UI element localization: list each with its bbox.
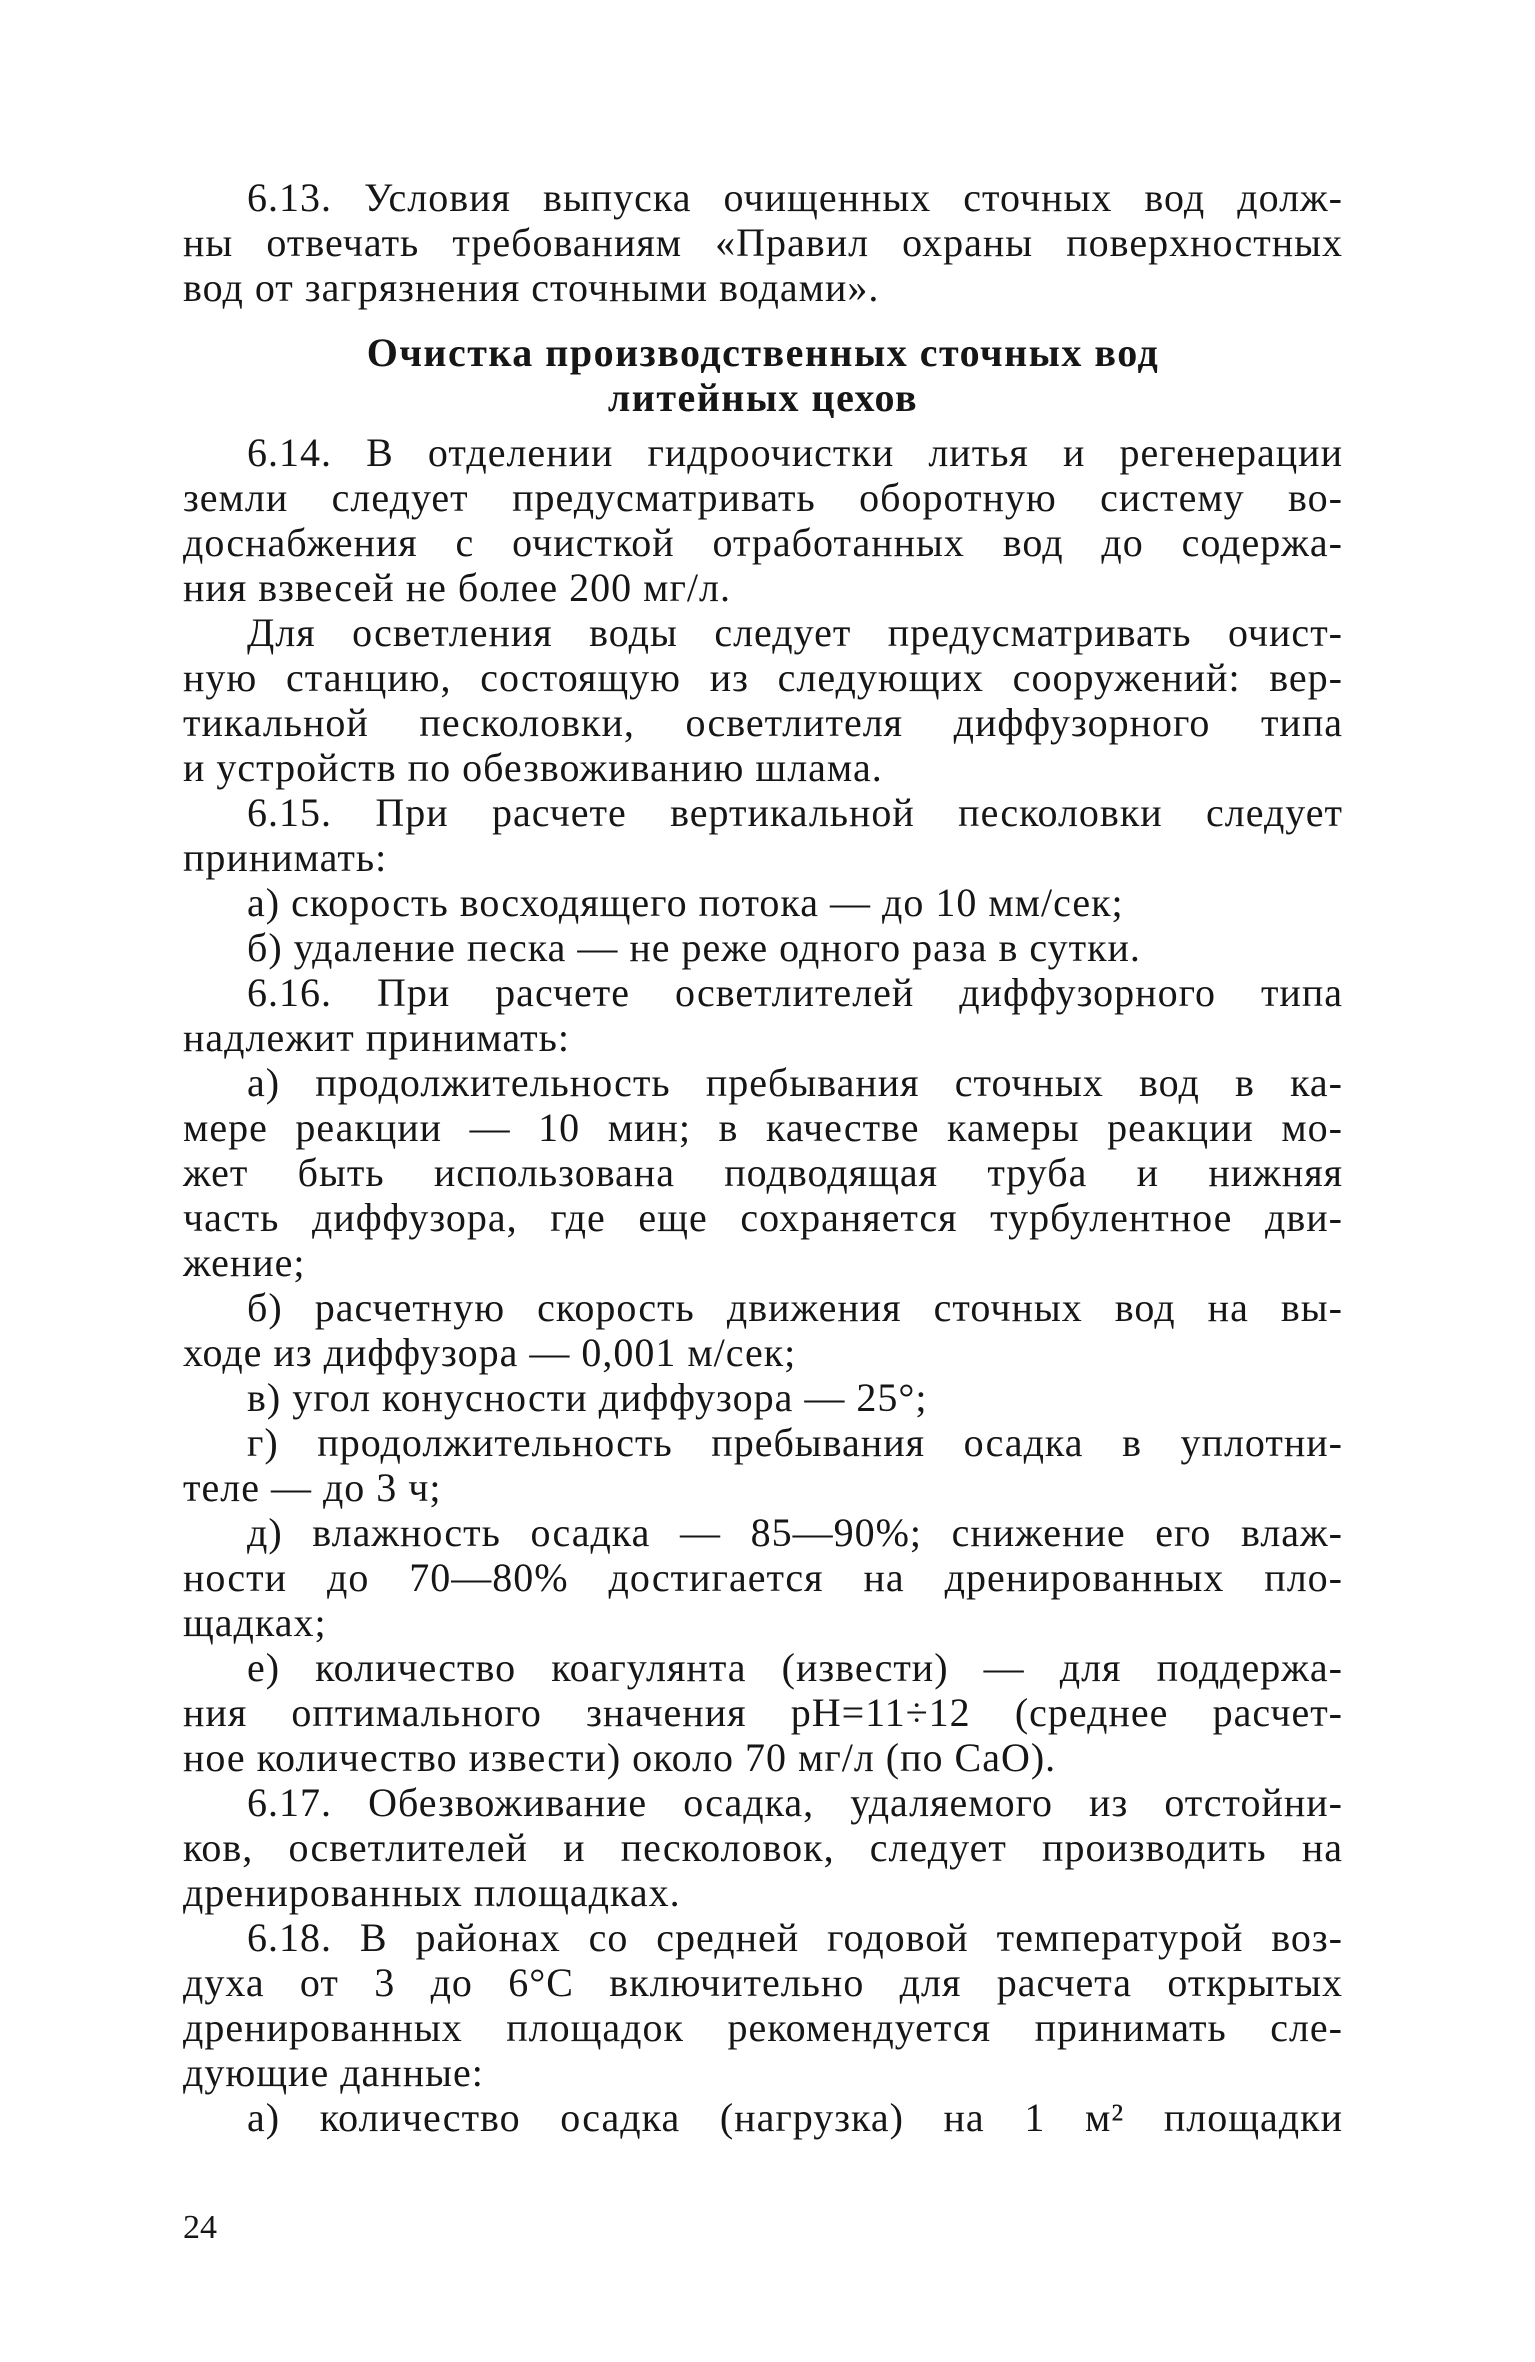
text-line: теле — до 3 ч; — [183, 1465, 442, 1510]
text-line: тикальной песколовки, осветлителя диффузорного типа — [183, 700, 1343, 745]
heading-line: литейных цехов — [607, 375, 919, 420]
text-line: 6.18. В районах со средней годовой температурой воз- — [247, 1915, 1343, 1960]
text-line: Для осветления воды следует предусматривать очист- — [247, 610, 1343, 655]
text-line: и устройств по обезвоживанию шлама. — [183, 745, 883, 790]
text-line: ности до 70—80% достигается на дренированных пло- — [183, 1555, 1343, 1600]
paragraph-6-13 — [183, 175, 1343, 310]
text-line: б) удаление песка — не реже одного раза в сутки. — [247, 925, 1141, 970]
text-line: жет быть использована подводящая труба и нижняя — [183, 1150, 1343, 1195]
section-heading — [183, 330, 1343, 420]
paragraph-6-16 — [183, 970, 1343, 1060]
text-line: земли следует предусматривать оборотную систему во- — [183, 475, 1343, 520]
list-item-6-16-d — [183, 1510, 1343, 1645]
text-line: дренированных площадках. — [183, 1870, 681, 1915]
text-line: 6.13. Условия выпуска очищенных сточных вод долж- — [247, 175, 1343, 220]
paragraph-6-14 — [183, 430, 1343, 610]
text-line: мере реакции — 10 мин; в качестве камеры реакции мо- — [183, 1105, 1343, 1150]
list-item-6-16-b — [183, 1285, 1343, 1375]
heading-line: Очистка производственных сточных вод — [366, 330, 1160, 375]
text-line: жение; — [183, 1240, 306, 1285]
text-line: а) продолжительность пребывания сточных вод в ка- — [247, 1060, 1343, 1105]
text-line: вод от загрязнения сточными водами». — [183, 265, 880, 310]
text-line: доснабжения с очисткой отработанных вод до содержа- — [183, 520, 1343, 565]
list-item-6-16-a — [183, 1060, 1343, 1285]
text-line: дренированных площадок рекомендуется принимать сле- — [183, 2005, 1343, 2050]
list-item-6-16-v — [183, 1375, 1343, 1420]
list-item-6-18-a — [183, 2095, 1343, 2140]
text-line: б) расчетную скорость движения сточных вод на вы- — [247, 1285, 1343, 1330]
paragraph-6-17 — [183, 1780, 1343, 1915]
text-line: ков, осветлителей и песколовок, следует производить на — [183, 1825, 1343, 1870]
text-line: щадках; — [183, 1600, 327, 1645]
text-line: ходе из диффузора — 0,001 м/сек; — [183, 1330, 797, 1375]
list-item-6-16-e — [183, 1645, 1343, 1780]
text-line: ния взвесей не более 200 мг/л. — [183, 565, 731, 610]
paragraph-6-18 — [183, 1915, 1343, 2095]
text-line: 6.15. При расчете вертикальной песколовки следует — [247, 790, 1343, 835]
text-line: часть диффузора, где еще сохраняется турбулентное дви- — [183, 1195, 1343, 1240]
text-line: е) количество коагулянта (извести) — для поддержа- — [247, 1645, 1343, 1690]
text-line: 6.17. Обезвоживание осадка, удаляемого из отстойни- — [247, 1780, 1343, 1825]
text-line: а) количество осадка (нагрузка) на 1 м² площадки — [247, 2095, 1343, 2140]
text-line: дующие данные: — [183, 2050, 484, 2095]
text-line: ны отвечать требованиям «Правил охраны поверхностных — [183, 220, 1343, 265]
text-line: ния оптимального значения рН=11÷12 (среднее расчет- — [183, 1690, 1343, 1735]
paragraph-clarification — [183, 610, 1343, 790]
text-line: духа от 3 до 6°С включительно для расчета открытых — [183, 1960, 1343, 2005]
text-line: 6.16. При расчете осветлителей диффузорного типа — [247, 970, 1343, 1015]
text-line: принимать: — [183, 835, 388, 880]
text-line: ное количество извести) около 70 мг/л (по СаО). — [183, 1735, 1057, 1780]
text-line: д) влажность осадка — 85—90%; снижение его влаж- — [247, 1510, 1343, 1555]
text-line: в) угол конусности диффузора — 25°; — [247, 1375, 928, 1420]
page-number: 24 — [183, 2209, 217, 2246]
text-line: а) скорость восходящего потока — до 10 мм/сек; — [247, 880, 1124, 925]
text-line: г) продолжительность пребывания осадка в уплотни- — [247, 1420, 1343, 1465]
document-page — [183, 175, 1343, 2140]
list-item-6-15-b — [183, 925, 1343, 970]
list-item-6-15-a — [183, 880, 1343, 925]
text-line: 6.14. В отделении гидроочистки литья и регенерации — [247, 430, 1343, 475]
text-line: ную станцию, состоящую из следующих сооружений: вер- — [183, 655, 1343, 700]
paragraph-6-15 — [183, 790, 1343, 880]
list-item-6-16-g — [183, 1420, 1343, 1510]
text-line: надлежит принимать: — [183, 1015, 570, 1060]
